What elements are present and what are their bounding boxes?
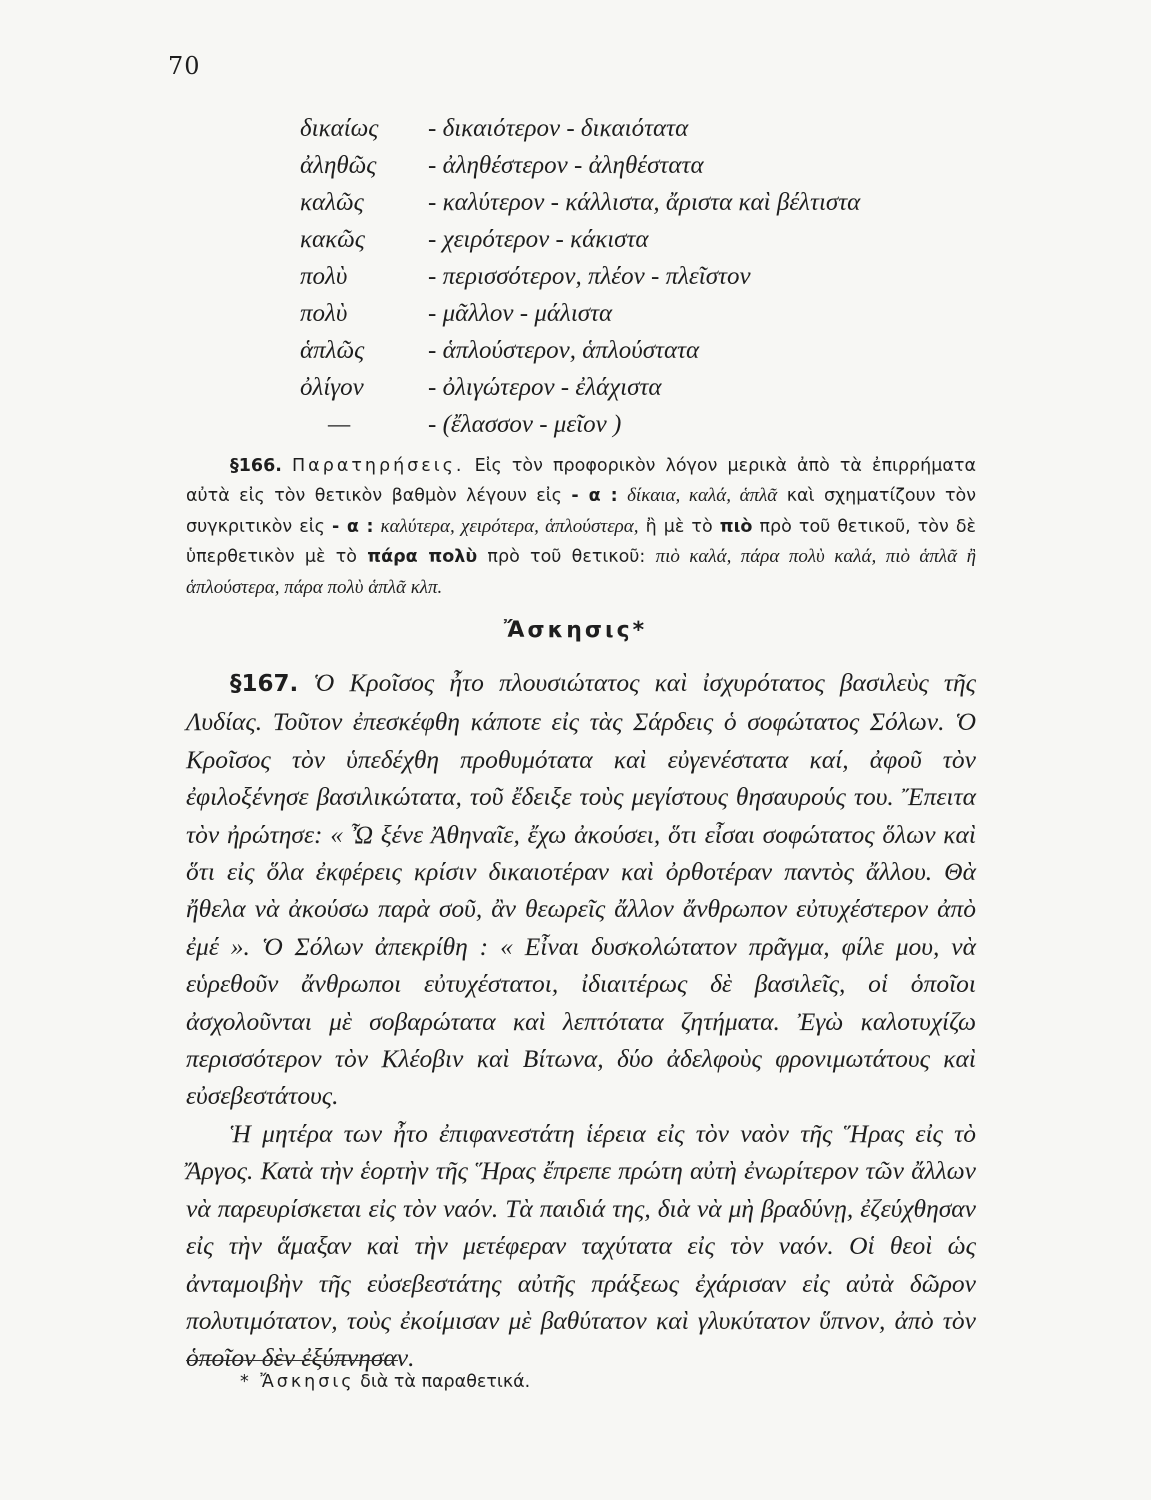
section-number: §166. [230, 456, 282, 476]
footnote-mark: * Ἄσκησις [240, 1372, 355, 1392]
adverb-degrees: - ἀληθέστερον - ἀληθέστατα [428, 151, 704, 179]
adverb-degrees: - (ἔλασσον - μεῖον ) [428, 410, 622, 438]
forms-row [300, 221, 860, 258]
adverb-positive: πολὺ [300, 262, 348, 290]
remark-paragraph [186, 452, 976, 603]
adverb-degrees: - περισσότερον, πλέον - πλεῖστον [428, 262, 751, 290]
adverb-degrees: - δικαιότερον - δικαιότατα [428, 114, 689, 142]
adverb-positive: δικαίως [300, 114, 379, 142]
example-words: δίκαια, καλά, ἁπλᾶ [627, 485, 778, 507]
forms-row [300, 369, 860, 406]
page-number: 70 [168, 52, 201, 80]
adverb-positive: — [328, 410, 351, 438]
adverb-positive: ἁπλῶς [300, 336, 365, 364]
remark-text: ἢ μὲ τὸ [638, 516, 720, 537]
remark-text: Εἰς τὸν προφορικὸν λόγον μερικὰ ἀπὸ τὰ ἐπιρρήματα αὐτὰ εἰς τὸν θετικὸν βαθμὸν λέγουν εἰς [186, 456, 976, 507]
section-number: §167. [230, 671, 299, 697]
remark-text: καὶ σχηματίζουν τὸν συγκριτικὸν εἰς [186, 486, 976, 537]
forms-row [300, 110, 860, 147]
forms-row [300, 295, 860, 332]
exercise-text [186, 664, 976, 1377]
forms-row [300, 147, 860, 184]
example-words: καλύτερα, χειρότερα, ἁπλούστερα, [380, 515, 639, 537]
exercise-paragraph [186, 1115, 976, 1377]
remark-text: πρὸ τοῦ θετικοῦ, τὸν δὲ ὑπερθετικὸν μὲ τὸ [186, 516, 976, 568]
footnote-text: διὰ τὰ παραθετικά. [354, 1372, 531, 1392]
footnote-divider [186, 1360, 398, 1361]
forms-row [300, 332, 860, 369]
adverb-positive: ἀληθῶς [300, 151, 377, 179]
suffix: - α : [571, 486, 618, 507]
remark-heading: Παρατηρήσεις. [292, 456, 465, 476]
adverb-degrees: - ἁπλούστερον, ἁπλούστατα [428, 336, 700, 364]
suffix: - α : [331, 516, 374, 537]
adverb-degrees: - μᾶλλον - μάλιστα [428, 299, 613, 327]
forms-row [300, 406, 860, 443]
footnote [240, 1372, 530, 1392]
adverb-degrees: - καλύτερον - κάλλιστα, ἄριστα καὶ βέλτιστα [428, 188, 861, 216]
exercise-paragraph [186, 664, 976, 1115]
exercise-paragraph-text: Ὁ Κροῖσος ἦτο πλουσιώτατος καὶ ἰσχυρότατος βασιλεὺς τῆς Λυδίας. Τοῦτον ἐπεσκέφθη κάποτε εἰς τὰς Σάρδεις ὁ σοφώτατος Σόλων. Ὁ Κροῖσος τὸν ὑπεδέχθη προθυμότατα καὶ εὐγενέστατα καί, ἀφοῦ τὸν ἐφιλοξένησε βασιλικώτατα, τοῦ ἔδειξε τοὺς μεγίστους θησαυρούς του. Ἔπειτα τὸν ἠρώτησε: « Ὦ ξένε Ἀθηναῖε, ἔχω ἀκούσει, ὅτι εἶσαι σοφώτατος ὅλων καὶ ὅτι εἰς ὅλα ἐκφέρεις κρίσιν δικαιοτέραν καὶ ὀρθοτέραν παντὸς ἄλλου. Θὰ ἤθελα νὰ ἀκούσω παρὰ σοῦ, ἂν θεωρεῖς ἄλλον ἄνθρωπον εὐτυχέστερον ἀπὸ ἐμέ ». Ὁ Σόλων ἀπεκρίθη : « Εἶναι δυσκολώτατον πρᾶγμα, φίλε μου, νὰ εὑρεθοῦν ἄνθρωποι εὐτυχέστατοι, ἰδιαιτέρως δὲ βασιλεῖς, οἱ ὁποῖοι ἀσχολοῦνται μὲ σοβαρώτατα καὶ λεπτότατα ζητήματα. Ἐγὼ καλοτυχίζω περισσότερον τὸν Κλέοβιν καὶ Βίτωνα, δύο ἀδελφοὺς φρονιμωτάτους καὶ εὐσεβεστάτους. [186, 668, 976, 1111]
example-words: πιὸ καλά, πάρα πολὺ καλά, πιὸ ἁπλᾶ ἢ ἁπλούστερα, πάρα πολὺ ἁπλᾶ κλπ. [186, 546, 976, 598]
exercise-heading: Ἄσκησις* [503, 618, 648, 643]
adverb-positive: καλῶς [300, 188, 364, 216]
keyword: πάρα πολὺ [367, 547, 478, 568]
remark-section [186, 452, 976, 603]
adverb-positive: κακῶς [300, 225, 365, 253]
exercise-paragraph-text: Ἡ μητέρα των ἦτο ἐπιφανεστάτη ἱέρεια εἰς τὸν ναὸν τῆς Ἥρας εἰς τὸ Ἄργος. Κατὰ τὴν ἑορτὴν τῆς Ἥρας ἔπρεπε πρώτη αὐτὴ ἐνωρίτερον τῶν ἄλλων νὰ παρευρίσκεται εἰς τὸν ναόν. Τὰ παιδιά της, διὰ νὰ μὴ βραδύνῃ, ἐζεύχθησαν εἰς τὴν ἅμαξαν καὶ τὴν μετέφεραν ταχύτατα εἰς τὸν ναόν. Οἱ θεοὶ ὡς ἀνταμοιβὴν τῆς εὐσεβεστάτης αὐτῆς πράξεως ἐχάρισαν εἰς αὐτὰ δῶρον πολυτιμότατον, τοὺς ἐκοίμισαν μὲ βαθύτατον καὶ γλυκύτατον ὕπνον, ἀπὸ τὸν ὁποῖον δὲν ἐξύπνησαν. [186, 1118, 976, 1373]
forms-row [300, 184, 860, 221]
remark-text: πρὸ τοῦ θετικοῦ: [477, 547, 656, 568]
adverb-degrees: - χειρότερον - κάκιστα [428, 225, 649, 253]
adverb-degrees: - ὀλιγώτερον - ἐλάχιστα [428, 373, 662, 401]
forms-row [300, 258, 860, 295]
comparison-forms-table [300, 110, 860, 443]
adverb-positive: ὀλίγον [300, 373, 364, 401]
adverb-positive: πολὺ [300, 299, 348, 327]
keyword: πιὸ [719, 516, 753, 537]
